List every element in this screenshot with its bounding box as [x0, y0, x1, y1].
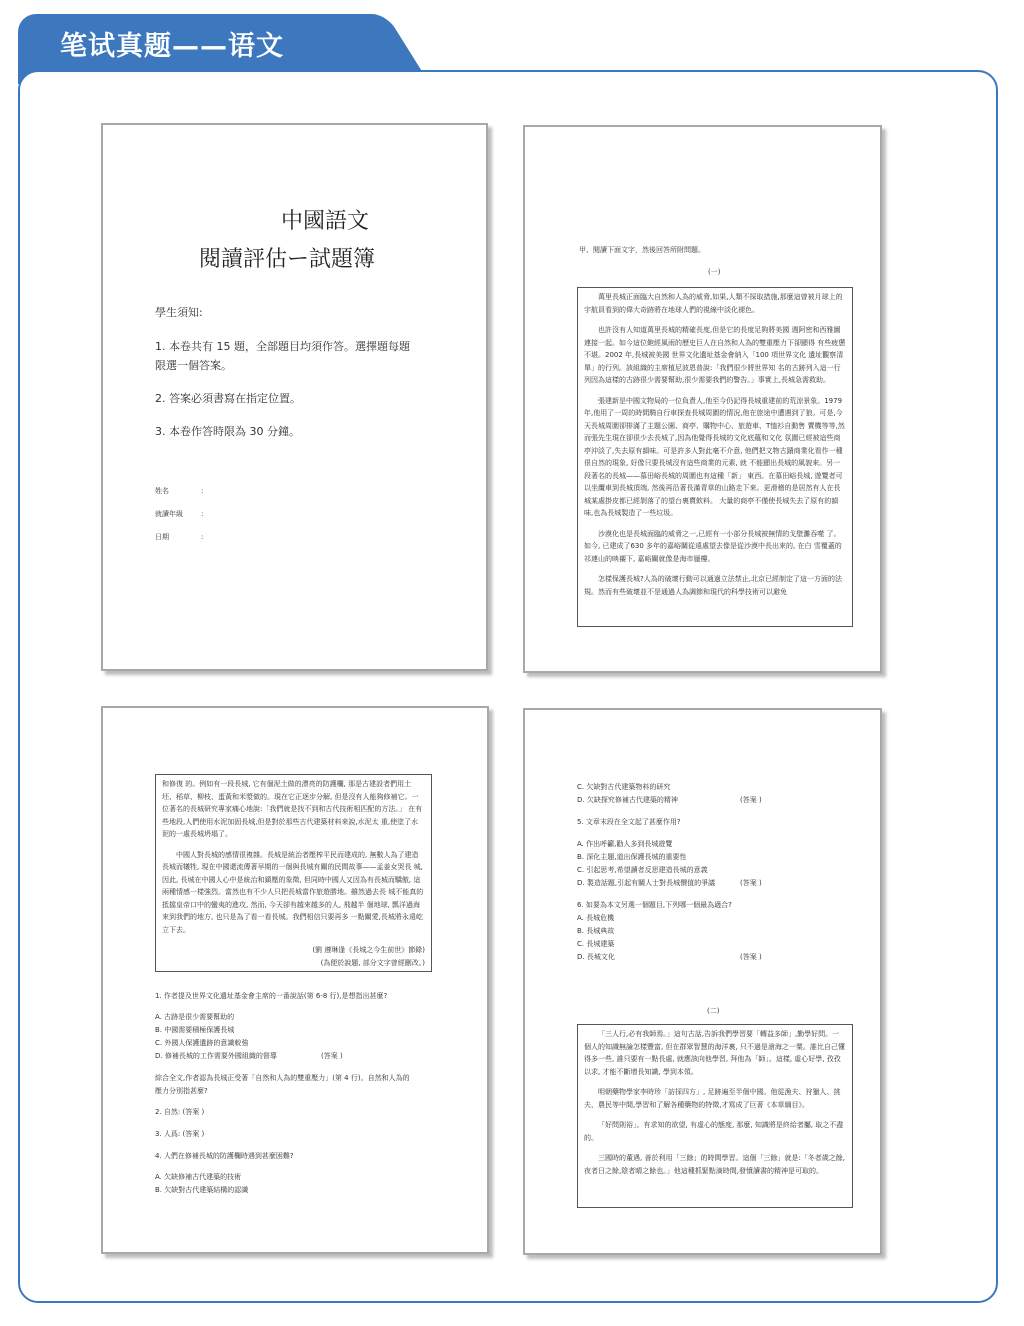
- notice-1-cont: 限選一個答案。: [155, 359, 232, 372]
- q4-option-d: D. 欠缺探究修補古代建築的精神: [577, 796, 678, 804]
- instruction: 甲、閱讀下面文字，然後回答所附問題。: [579, 246, 705, 254]
- passage-paragraph: 明朝藥物學家李時珍「訪採四方」, 足跡遍至半個中國。他從漁夫、狩獵人、挑夫、農民等中間,學習和了解各種藥物的特徵,才寫成了巨著《本草綱目》。: [584, 1088, 841, 1109]
- question-5: 5. 文章末段在全文起了甚麼作用?: [577, 818, 681, 826]
- q6-option-b: B. 長城典故: [577, 927, 615, 935]
- q4-answer-blank[interactable]: (答案 ): [740, 796, 762, 804]
- passage-paragraph: 「好問則裕」。有求知的欲望, 有虛心的態度, 那麼, 知識將是終給者屬, 取之不盡的。: [584, 1121, 844, 1142]
- q1-option-b: B. 中國需要積極保護長城: [155, 1026, 235, 1034]
- reading-passage-cont: [155, 774, 432, 972]
- q5-option-b: B. 深化主題,道出保護長城的重要性: [577, 853, 687, 861]
- q5-answer-blank[interactable]: (答案 ): [740, 879, 762, 887]
- q1-option-c: C. 外國人保護遺跡的意識較強: [155, 1039, 249, 1047]
- q6-option-d: D. 長城文化: [577, 953, 615, 961]
- notice-2: 2. 答案必須書寫在指定位置。: [155, 392, 301, 405]
- q4-option-c: C. 欠缺對古代建築物料的研究: [577, 783, 671, 791]
- q4-option-a: A. 欠缺修補古代建築的技術: [155, 1173, 242, 1181]
- reading-passage: [577, 287, 853, 627]
- exam-page-reading-3: [523, 708, 882, 1255]
- field-grade-sep: :: [201, 510, 204, 518]
- exam-page-reading-1: [523, 125, 882, 673]
- q5-option-a: A. 作出呼籲,勸人多到長城遊覽: [577, 840, 673, 848]
- page-title: 笔试真题——语文: [60, 31, 284, 62]
- question-1: 1. 作者提及世界文化遺址基金會主席的一番說話(第 6-8 行),是想指出甚麼?: [155, 992, 388, 1000]
- q6-option-a: A. 長城危機: [577, 914, 615, 922]
- q1-answer-blank[interactable]: (答案 ): [321, 1052, 343, 1060]
- passage-source: (劉 遵琳逢《長城之今生前世》節錄): [312, 946, 425, 954]
- passage-paragraph: 萬里長城正面臨大自然和人為的威脅,如果,人類不採取措施,那麼這曾被月球上的宇航員看到的偉大奇跡將在地球人們的視線中淡化褪色。: [584, 293, 843, 314]
- cover-title: 中國語文: [281, 209, 370, 234]
- passage-paragraph: 和修復 的。例如有一段長城, 它有個泥土做的漂亮的防護欄, 那是古建設者們用土坯、稻草、柳枝、蛋黃和米漿做的。現在它正逐步分解, 但是沒有人能夠修補它。一位著名的長城研究專家痛心地說:「我們就是找不到和古代技術相匹配的方法。」 在有些地段,人們使用水泥加固長城,但是對於那些古代建築材料來說,水泥太 重,使塗了水泥的一處長城坍塌了。: [162, 780, 423, 838]
- passage-paragraph: 也許沒有人知道萬里長城的精確長度,但是它的長度足夠將美國 週阿密和西雅圖連接一起。如今這位飽經風雨的歷史巨人在自然和人為的雙重壓力下卻顯得 有些疲憊不堪。2002 年,長城被美國 世界文化遺址基金會納入「100 項世界文化 遺址觀察清單」的行列。該組織的主席植尼波恩普說:「我們很少將世界知 名的古跡列入這一行列因為這樣的古跡很少需要幫助,很少需要我們的警告。」事實上,長城急需救助。: [584, 326, 846, 384]
- passage-paragraph: 「三人行,必有我師焉。」這句古話,告訴我們學習要「轉益多師」,勤學好問。一個人的知識無論怎樣豐富, 但在群眾智慧的海洋裏, 只不過是滄海之一粟。誰比自己懂得多一些, 誰只要有一點長處, 就應該向他學習, 拜他為「師」。這樣, 虛心好學, 孜孜以求, 才能不斷增長知識, 學到本領。: [584, 1030, 845, 1076]
- field-name-sep: :: [201, 487, 204, 495]
- field-date-label: 日期: [155, 533, 169, 541]
- q5-option-c: C. 引起思考,希望讀者反思建造長城的意義: [577, 866, 708, 874]
- exam-page-cover: [101, 123, 488, 671]
- q1-option-a: A. 古跡是很少需要幫助的: [155, 1013, 235, 1021]
- q4-option-b: B. 欠缺對古代建築結構的認識: [155, 1186, 249, 1194]
- combined-question: 綜合全文,作者認為長城正受著「自然和人為的雙重壓力」(第 4 行)。自然和人為的壓力分別指甚麼?: [155, 1074, 410, 1095]
- q6-option-c: C. 長城建築: [577, 940, 615, 948]
- section-label: (一): [708, 268, 721, 276]
- notice-1: 1. 本卷共有 15 題，全部題目均須作答。選擇題每題: [155, 340, 410, 353]
- q5-option-d: D. 製造話題,引起有關人士對長城價值的爭議: [577, 879, 716, 887]
- question-2[interactable]: 2. 自然: (答案 ): [155, 1108, 205, 1116]
- notice-3: 3. 本卷作答時限為 30 分鐘。: [155, 425, 300, 438]
- q6-answer-blank[interactable]: (答案 ): [740, 953, 762, 961]
- passage-source-note: (為便於說題, 部分文字曾經刪改。): [320, 958, 425, 967]
- notice-heading: 學生須知:: [155, 306, 203, 319]
- field-date-sep: :: [201, 533, 204, 541]
- q1-option-d: D. 修補長城的工作需要外國組織的督導: [155, 1052, 277, 1060]
- exam-page-reading-2: [101, 706, 489, 1254]
- question-3[interactable]: 3. 人爲: (答案 ): [155, 1130, 205, 1138]
- passage-paragraph: 三國時的董遇, 善於利用「三餘」的時間學習。這個「三餘」就是:「冬者歲之餘,夜者日之餘,陰者晴之餘也。」他這種抓緊點滴時間,發憤讀書的精神是可取的。: [584, 1154, 846, 1175]
- cover-subtitle: 閱讀評估ー試題簿: [199, 247, 376, 272]
- reading-passage-2: [577, 1024, 853, 1208]
- question-4: 4. 人們在修補長城的防護欄時遇到甚麼困難?: [155, 1152, 294, 1160]
- passage-paragraph: 沙漠化也是長城面臨的威脅之一,已經有一小部分長城被無情的戈壁灘吞噬 了。如今, 已建成了630 多年的嘉峪關從遠處望去像是從沙漠中長出來的, 在白 雪覆蓋的祁連山的映襯下, 嘉峪關就像是海市蜃樓。: [584, 529, 842, 563]
- passage-paragraph: 怎樣保護長城?人為的破壞行動可以通過立法禁止,北京已經制定了這一方面的法規。然而有些破壞並不是通過人為調節和現代的科學技術可以避免: [584, 575, 842, 596]
- field-name-label: 姓名: [155, 487, 169, 495]
- field-grade-label: 就讀年級: [155, 510, 183, 518]
- passage-paragraph: 中國人對長城的感情很複雜。長城是統治者壓榨平民而建成的, 無數人為了建造長城而犧牲, 現在中國還流傳著早期的一個與長城有關的民間故事——孟姜女哭長 城, 因此, 長城在中國人心中是統治和鎮壓的象徵, 但同時中國人又因為有長城而驕傲, 這兩種情感一樣強烈。當然也有不少人只把長城當作旅遊勝地。雖然過去長 城不能真的抵擋皇帝口中的蠻夷的進攻, 然而, 今天卻有越來越多的人, 飛越半 個地球, 瓢洋過海來到我們的地方, 也只是為了看一看長城。我們相信只要再多 一點關愛,長城將永遠屹立下去。: [162, 850, 424, 934]
- section-label-2: (二): [707, 1007, 720, 1015]
- passage-paragraph: 張建新是中國文物局的一位負責人,他至今仍記得長城重建前的荒涼景象。1979 年,他用了一周的時間騎自行車探查長城周圍的情況,他在旅途中遭遇到了狼。可是,今天長城周圍卻排滿了主題公園、商亭、購物中心、旅遊車、T恤衫自動售 賣機等等,然而張先生現在卻很少去長城了,因為他覺得長城的文化底蘊和文化 氛圍已經被這些商亭沖淡了,失去原有韻味。可是許多人對此毫不介意, 他們把文物古蹟商業化看作一種很自然的現象, 好像只要長城沒有這些商業的元素, 就 不能顯出長城的風貌來。另一段著名的長城——慕田峪長城的周圍也有這種「新」 東西。在慕田峪長城, 遊覽者可以坐纜車到長城頂端, 然後再沿著長滿青草的山路走下來。更滑稽的是居然有人在長城某處掛皮都已經剝落了的望台裏賣飲料。 大量的商亭不僅使長城失去了原有的韻味,也為長城製造了一些垃圾。: [584, 396, 845, 517]
- question-6: 6. 如要為本文另選一個題目,下列哪一個最為適合?: [577, 901, 732, 909]
